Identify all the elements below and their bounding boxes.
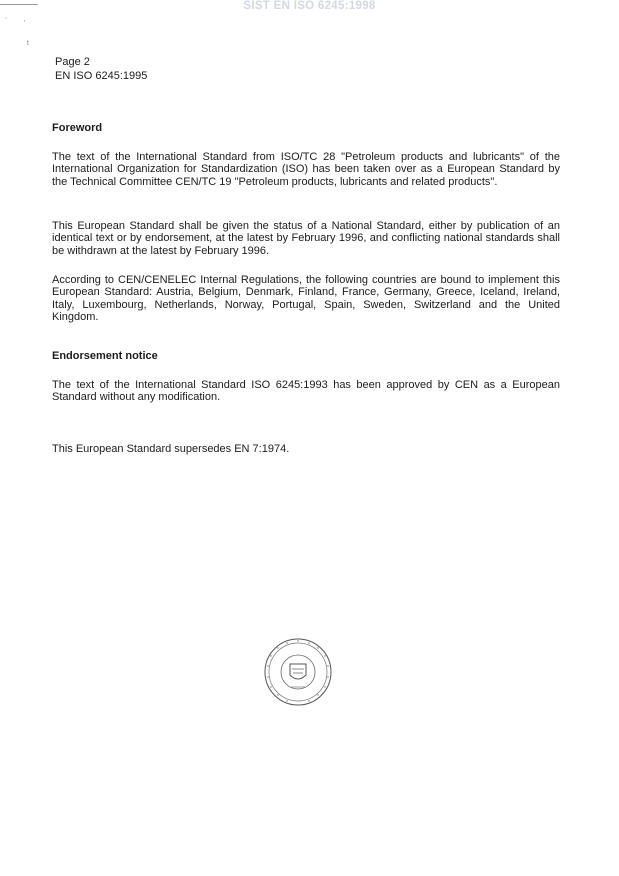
foreword-paragraph-1: The text of the International Standard from ISO/TC 28 "Petroleum products and lubricants" of the International Organization for Standardization (ISO) has been taken over as a European Standard by the Technical Committee CEN/TC 19 "Petroleum products, lubricants and related products". bbox=[52, 151, 560, 188]
document-id: EN ISO 6245:1995 bbox=[55, 70, 148, 82]
endorsement-text: The text of the International Standard ISO 6245:1993 has been approved by CEN as a European Standard without any modification. bbox=[52, 379, 560, 404]
endorsement-heading: Endorsement notice bbox=[52, 350, 158, 362]
foreword-heading: Foreword bbox=[52, 122, 103, 134]
scan-speck: , bbox=[5, 13, 7, 20]
scan-speck: ' bbox=[24, 20, 26, 27]
foreword-paragraph-2: This European Standard shall be given the status of a National Standard, either by publication of an identical text or by endorsement, at the latest by February 1996, and conflicting national standards shall be withdrawn at the latest by February 1996. bbox=[52, 220, 560, 257]
top-rule bbox=[0, 4, 38, 5]
scan-speck: t bbox=[27, 40, 29, 47]
stamp-seal bbox=[263, 637, 333, 707]
watermark: SIST EN ISO 6245:1998 bbox=[243, 0, 376, 12]
foreword-paragraph-3: According to CEN/CENELEC Internal Regulations, the following countries are bound to implement this European Standard: Austria, Belgium, Denmark, Finland, France, Germany, Greece, Iceland, Ireland, Italy, Luxembourg, Netherlands, Norway, Portugal, Spain, Sweden, Switzerland and the United Kingdom. bbox=[52, 274, 560, 323]
supersedes-statement: This European Standard supersedes EN 7:1974. bbox=[52, 443, 290, 455]
page-number: Page 2 bbox=[55, 56, 90, 68]
page-header bbox=[55, 55, 147, 83]
